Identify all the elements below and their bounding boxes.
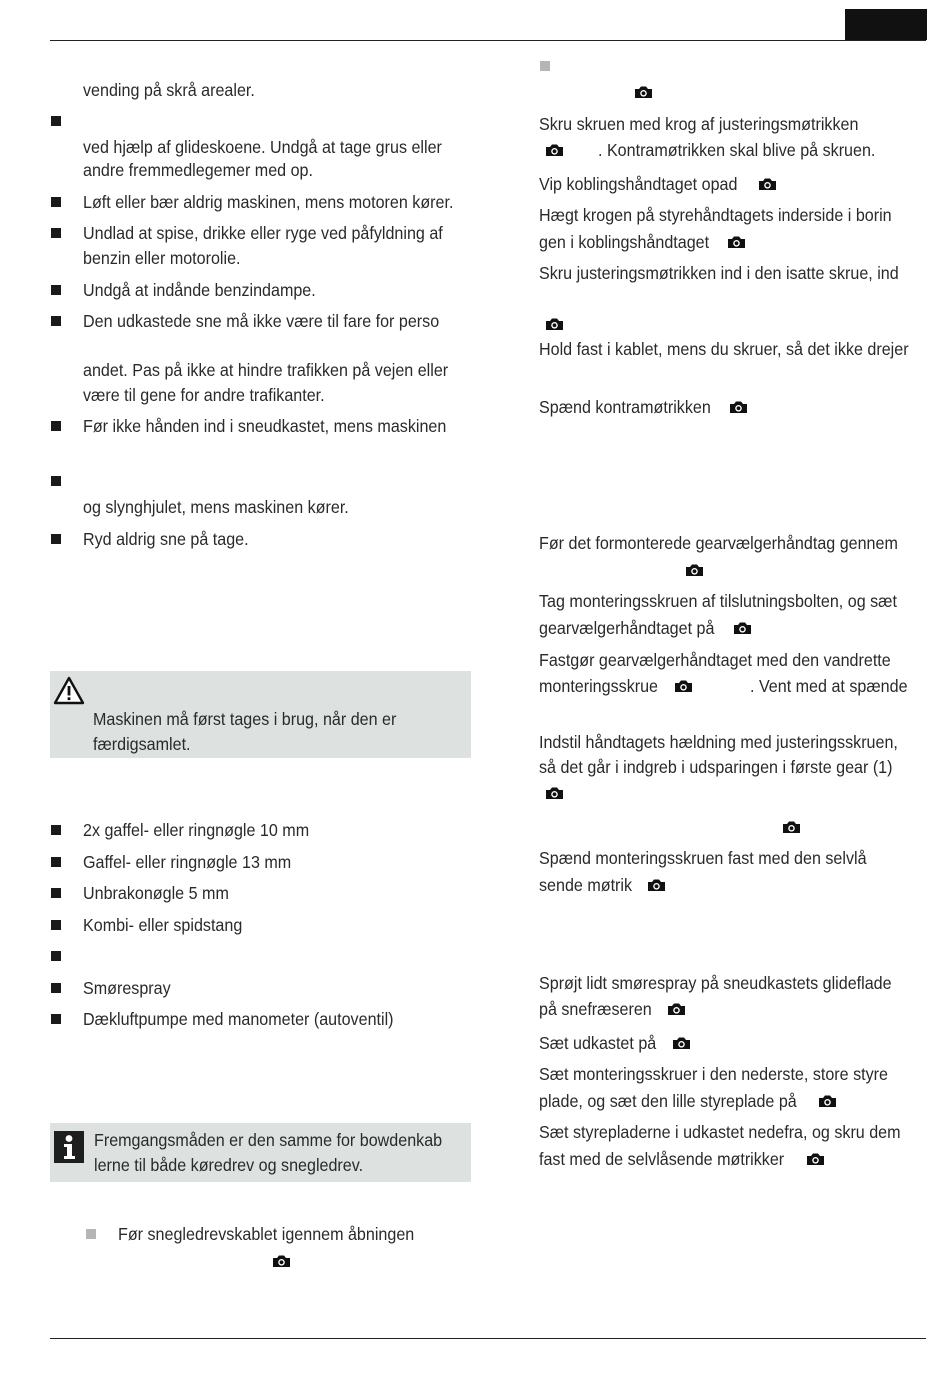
step-text: Skru justeringsmøtrikken ind i den isatte skrue, ind — [539, 263, 899, 283]
step-text: gearvælgerhåndtaget på — [539, 618, 715, 638]
list-bullet — [51, 116, 61, 126]
step-text: sende møtrik — [539, 875, 633, 895]
list-item-text: benzin eller motorolie. — [83, 248, 241, 268]
step-text: Fastgør gearvælgerhåndtaget med den vandrette — [539, 650, 891, 670]
list-bullet — [51, 316, 61, 326]
tool-item: Unbrakonøgle 5 mm — [83, 883, 229, 903]
list-bullet — [51, 951, 61, 961]
tool-item: Dækluftpumpe med manometer (autoventil) — [83, 1009, 394, 1029]
list-item-text: vending på skrå arealer. — [83, 80, 255, 100]
chapter-tab — [845, 9, 927, 40]
list-item-text: andet. Pas på ikke at hindre trafikken på vejen eller — [83, 360, 449, 380]
list-bullet — [51, 421, 61, 431]
list-item-text: være til gene for andre trafikanter. — [83, 385, 325, 405]
tool-item: Smørespray — [83, 978, 171, 998]
step-text: Sæt monteringsskruer i den nederste, store styre — [539, 1064, 888, 1084]
camera-icon — [647, 878, 666, 892]
step-text: Før det formonterede gearvælgerhåndtag gennem — [539, 533, 898, 553]
list-bullet — [51, 983, 61, 993]
list-bullet — [51, 228, 61, 238]
camera-icon — [685, 563, 704, 577]
step-text: Skru skruen med krog af justeringsmøtrikken — [539, 114, 859, 134]
footer-rule — [50, 1338, 926, 1339]
info-note — [50, 1123, 471, 1182]
list-item-text: Løft eller bær aldrig maskinen, mens motoren kører. — [83, 192, 454, 212]
list-bullet — [51, 857, 61, 867]
camera-icon — [272, 1254, 291, 1268]
list-bullet — [51, 476, 61, 486]
step-text: gen i koblingshåndtaget — [539, 232, 710, 252]
camera-icon — [733, 621, 752, 635]
camera-icon — [729, 400, 748, 414]
camera-icon — [545, 143, 564, 157]
list-item-text: andre fremmedlegemer med op. — [83, 160, 313, 180]
warning-text: færdigsamlet. — [93, 734, 191, 754]
step-text: Tag monteringsskruen af tilslutningsbolten, og sæt — [539, 591, 897, 611]
camera-icon — [674, 679, 693, 693]
info-icon — [54, 1131, 84, 1163]
list-bullet — [51, 285, 61, 295]
camera-icon — [818, 1094, 837, 1108]
list-item-text: Undlad at spise, drikke eller ryge ved påfyldning af — [83, 223, 443, 243]
step-bullet — [540, 61, 550, 71]
list-bullet — [51, 197, 61, 207]
step-text: . Kontramøtrikken skal blive på skruen. — [598, 140, 876, 160]
step-text: Indstil håndtagets hældning med justeringsskruen, — [539, 732, 898, 752]
list-item-text: Den udkastede sne må ikke være til fare for perso — [83, 311, 440, 331]
warning-triangle-icon — [53, 676, 85, 705]
step-text: monteringsskrue — [539, 676, 659, 696]
camera-icon — [545, 317, 564, 331]
camera-icon — [806, 1152, 825, 1166]
tool-item: Gaffel- eller ringnøgle 13 mm — [83, 852, 292, 872]
step-text: . Vent med at spænde — [750, 676, 908, 696]
camera-icon — [545, 786, 564, 800]
step-text: fast med de selvlåsende møtrikker — [539, 1149, 785, 1169]
list-item-text: ved hjælp af glideskoene. Undgå at tage grus eller — [83, 137, 442, 157]
list-item-text: og slynghjulet, mens maskinen kører. — [83, 497, 349, 517]
camera-icon — [727, 235, 746, 249]
list-bullet — [51, 534, 61, 544]
step-text: så det går i indgreb i udsparingen i første gear (1) — [539, 757, 893, 777]
tool-item: Kombi- eller spidstang — [83, 915, 243, 935]
step-text: Hold fast i kablet, mens du skruer, så det ikke drejer — [539, 339, 909, 359]
list-item-text: Undgå at indånde benzindampe. — [83, 280, 316, 300]
list-bullet — [51, 1014, 61, 1024]
step-bullet — [86, 1229, 96, 1239]
list-bullet — [51, 888, 61, 898]
step-text: Sæt styrepladerne i udkastet nedefra, og skru dem — [539, 1122, 901, 1142]
info-text: Fremgangsmåden er den samme for bowdenkab — [94, 1130, 443, 1150]
step-text: Vip koblingshåndtaget opad — [539, 174, 738, 194]
warning-text: Maskinen må først tages i brug, når den er — [93, 709, 397, 729]
list-bullet — [51, 920, 61, 930]
camera-icon — [667, 1002, 686, 1016]
camera-icon — [782, 820, 801, 834]
camera-icon — [758, 177, 777, 191]
step-text: Spænd kontramøtrikken — [539, 397, 711, 417]
list-bullet — [51, 825, 61, 835]
tool-item: 2x gaffel- eller ringnøgle 10 mm — [83, 820, 310, 840]
step-text: plade, og sæt den lille styreplade på — [539, 1091, 797, 1111]
header-rule — [50, 40, 926, 41]
camera-icon — [672, 1036, 691, 1050]
camera-icon — [634, 85, 653, 99]
list-item-text: Før ikke hånden ind i sneudkastet, mens maskinen — [83, 416, 447, 436]
step-text: Før snegledrevskablet igennem åbningen — [118, 1224, 415, 1244]
step-text: Hægt krogen på styrehåndtagets inderside i borin — [539, 205, 892, 225]
step-text: Sprøjt lidt smørespray på sneudkastets glideflade — [539, 973, 892, 993]
warning-note — [50, 671, 471, 758]
list-item-text: Ryd aldrig sne på tage. — [83, 529, 249, 549]
step-text: på snefræseren — [539, 999, 652, 1019]
step-text: Spænd monteringsskruen fast med den selvlå — [539, 848, 867, 868]
info-text: lerne til både køredrev og snegledrev. — [94, 1155, 364, 1175]
step-text: Sæt udkastet på — [539, 1033, 657, 1053]
